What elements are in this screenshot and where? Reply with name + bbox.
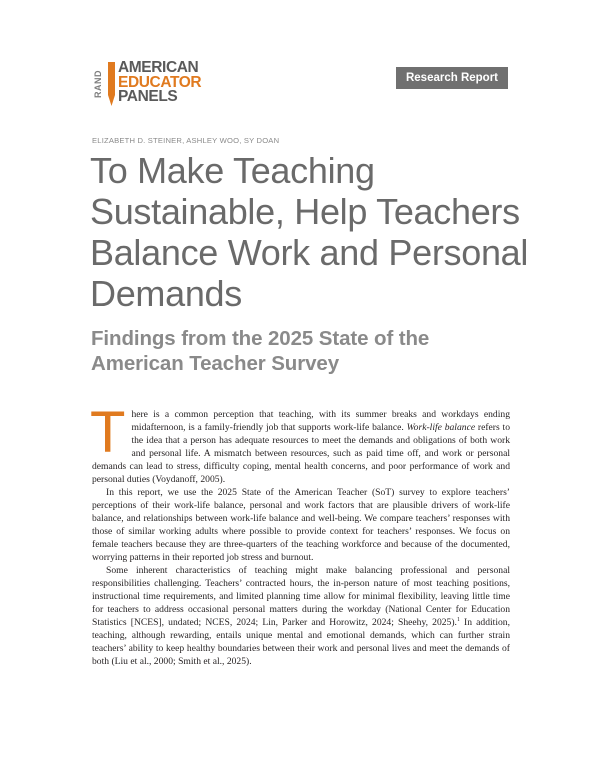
logo-line-panels: PANELS [118, 88, 178, 105]
paragraph-3 [92, 564, 510, 668]
rand-logo-text: RAND [93, 70, 103, 98]
footnote-marker[interactable]: 1 [456, 616, 460, 623]
logo-line-american: AMERICAN [118, 59, 199, 76]
paragraph-1-term: Work-life balance [406, 422, 476, 433]
drop-cap: T [90, 400, 126, 465]
paragraph-3-text-a: Some inherent characteristics of teaching might make balancing professional and personal responsibilities challenging. Teachers’ contracted hours, the in-person nature of most teaching positions, instructional time requirements, and limited planning time allow for minimal flexibility, leaving little time for teachers to address occasional personal matters during the workday (National Center for Education Statistics [NCES], undated; NCES, 2024; Lin, Parker and Horowitz, 2024; Sheehy, 2025). [92, 565, 510, 628]
paragraph-3-text-b: In addition, teaching, although rewarding, entails unique mental and emotional demands, which can further strain teachers’ ability to keep healthy boundaries between their work and personal lives and meet the demands of both (Liu et al., 2000; Smith et al., 2025). [92, 617, 510, 667]
paragraph-1-text-b: refers to the idea that a person has adequate resources to meet the demands and obligations of both work and personal life. A mismatch between resources, such as paid time off, and work or personal demands can lead to stress, difficulty coping, mental health concerns, and poor performance of work and personal duties (Voydanoff, 2005). [92, 422, 510, 485]
report-subtitle: Findings from the 2025 State of the American Teacher Survey [91, 327, 430, 375]
pencil-icon [107, 62, 116, 106]
author-list: ELIZABETH D. STEINER, ASHLEY WOO, SY DOAN [92, 136, 280, 145]
logo-wordmark [118, 61, 201, 105]
paragraph-1 [90, 400, 510, 486]
logo-line-educator: EDUCATOR [118, 73, 202, 91]
report-type-badge: Research Report [396, 67, 508, 89]
paragraph-1-text-a: here is a common perception that teaching, with its summer breaks and workdays ending midafternoon, is a family-friendly job that supports work-life balance. [131, 409, 510, 433]
body-text [90, 400, 510, 668]
report-title: To Make Teaching Sustainable, Help Teachers Balance Work and Personal Demands [90, 150, 529, 314]
paragraph-2: In this report, we use the 2025 State of the American Teacher (SoT) survey to explore teachers’ perceptions of their work-life balance, personal and work factors that are plausible drivers of work-life balance, and relationships between work-life balance and well-being. We compare teachers’ responses with those of similar working adults where possible to provide context for teachers’ responses. We focus on female teachers because they are three-quarters of the teaching workforce and because of the documented, worrying patterns in their reported job stress and burnout. [92, 487, 510, 563]
